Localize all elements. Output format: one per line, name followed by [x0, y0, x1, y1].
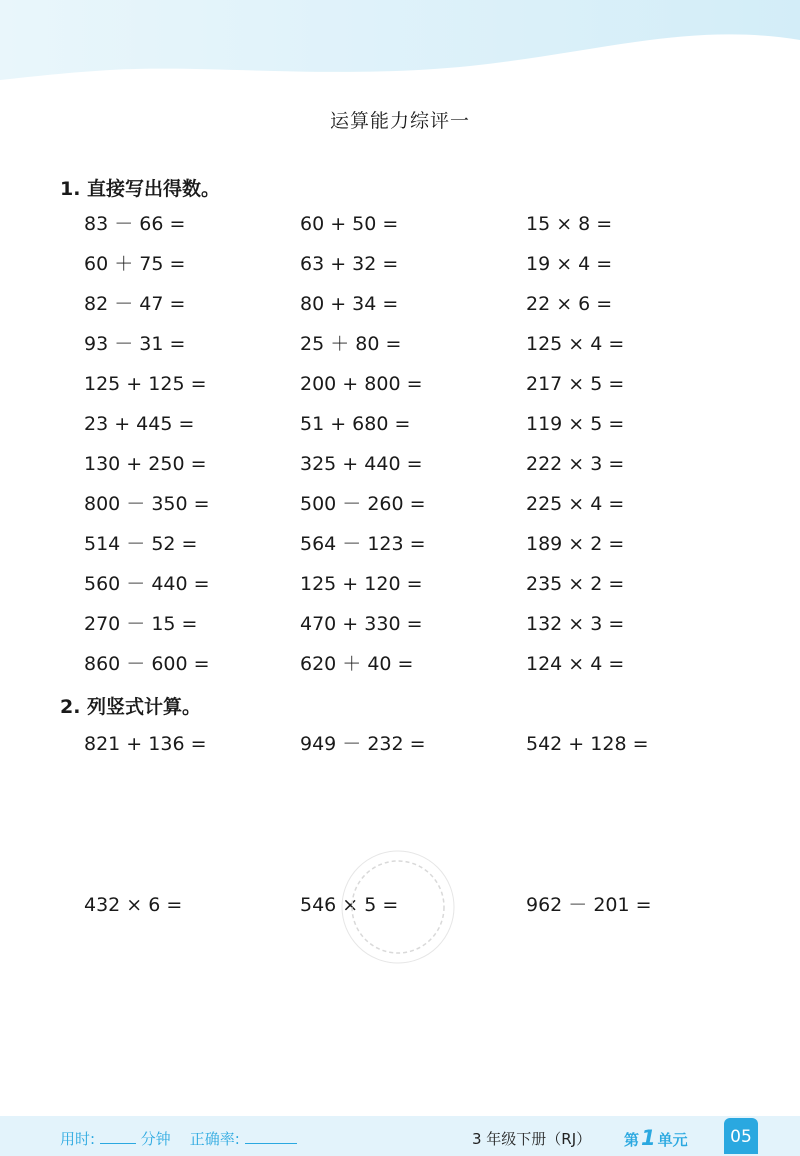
math-expression: 860 － 600 =: [84, 653, 210, 675]
math-expression: 132 × 3 =: [526, 613, 625, 635]
math-expression: 60 ＋ 75 =: [84, 253, 186, 275]
math-expression: 564 － 123 =: [300, 533, 426, 555]
math-expression: 514 － 52 =: [84, 533, 198, 555]
math-expression: 235 × 2 =: [526, 573, 625, 595]
math-expression: 225 × 4 =: [526, 493, 625, 515]
accuracy-blank: [245, 1129, 297, 1144]
minutes-label: 分钟: [140, 1130, 171, 1148]
header-wave-decoration: [0, 0, 800, 110]
math-expression: 325 + 440 =: [300, 453, 423, 475]
math-expression: 93 － 31 =: [84, 333, 186, 355]
math-expression: 432 × 6 =: [84, 894, 183, 916]
math-expression: 270 － 15 =: [84, 613, 198, 635]
accuracy-label: 正确率:: [189, 1130, 240, 1148]
math-expression: 560 － 440 =: [84, 573, 210, 595]
math-expression: 125 × 4 =: [526, 333, 625, 355]
math-expression: 23 + 445 =: [84, 413, 195, 435]
math-expression: 82 － 47 =: [84, 293, 186, 315]
math-expression: 500 － 260 =: [300, 493, 426, 515]
math-expression: 63 + 32 =: [300, 253, 399, 275]
unit-prefix: 第: [624, 1131, 640, 1149]
math-expression: 25 ＋ 80 =: [300, 333, 402, 355]
page-title: 运算能力综评一: [329, 110, 470, 132]
math-expression: 546 × 5 =: [300, 894, 399, 916]
math-expression: 60 + 50 =: [300, 213, 399, 235]
math-expression: 80 + 34 =: [300, 293, 399, 315]
math-expression: 470 + 330 =: [300, 613, 423, 635]
math-expression: 200 + 800 =: [300, 373, 423, 395]
math-expression: 51 + 680 =: [300, 413, 411, 435]
math-expression: 119 × 5 =: [526, 413, 625, 435]
math-expression: 542 + 128 =: [526, 733, 649, 755]
math-expression: 130 + 250 =: [84, 453, 207, 475]
math-expression: 962 － 201 =: [526, 894, 652, 916]
math-expression: 22 × 6 =: [526, 293, 613, 315]
unit-suffix: 单元: [657, 1131, 688, 1149]
math-expression: 83 － 66 =: [84, 213, 186, 235]
time-blank: [100, 1129, 136, 1144]
math-expression: 125 + 125 =: [84, 373, 207, 395]
math-expression: 949 － 232 =: [300, 733, 426, 755]
footer-bar: [0, 1116, 800, 1156]
math-expression: 125 + 120 =: [300, 573, 423, 595]
math-expression: 821 + 136 =: [84, 733, 207, 755]
math-expression: 222 × 3 =: [526, 453, 625, 475]
section-2-heading: 2. 列竖式计算。: [60, 696, 202, 718]
math-expression: 19 × 4 =: [526, 253, 613, 275]
math-expression: 124 × 4 =: [526, 653, 625, 675]
math-expression: 15 × 8 =: [526, 213, 613, 235]
math-expression: 800 － 350 =: [84, 493, 210, 515]
section-1-heading: 1. 直接写出得数。: [60, 178, 221, 200]
watermark-stamp: [328, 832, 468, 982]
book-label: 3 年级下册（RJ）: [472, 1130, 592, 1148]
math-expression: 620 ＋ 40 =: [300, 653, 414, 675]
math-expression: 217 × 5 =: [526, 373, 625, 395]
footer-fields: [60, 1128, 297, 1149]
page-number: 05: [724, 1118, 758, 1154]
math-expression: 189 × 2 =: [526, 533, 625, 555]
unit-label: [624, 1126, 688, 1150]
time-label: 用时:: [60, 1130, 96, 1148]
unit-number: 1: [641, 1126, 656, 1150]
